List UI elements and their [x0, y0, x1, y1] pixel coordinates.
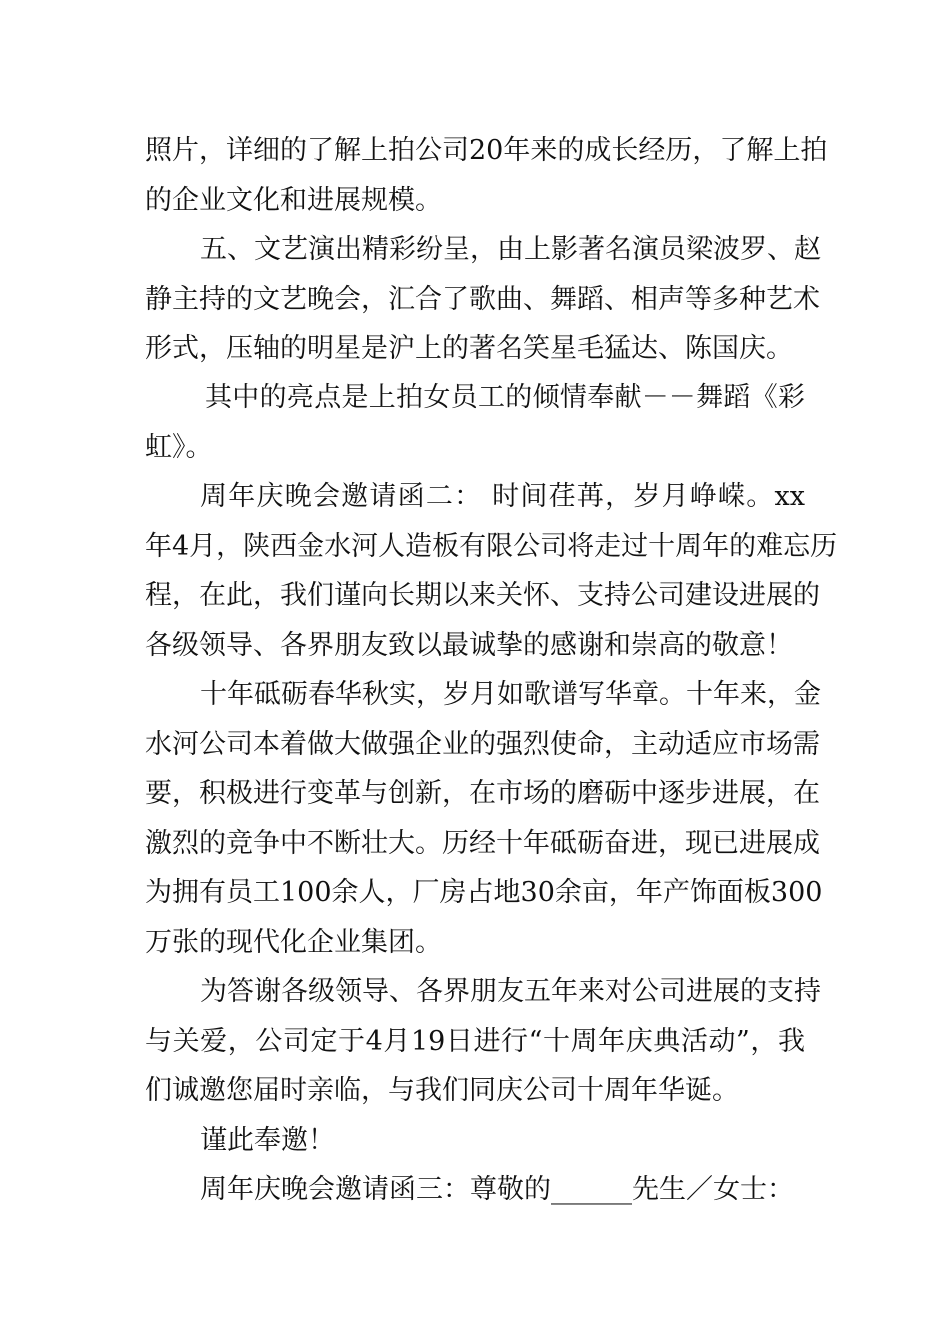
paragraph-line: 万张的现代化企业集团。: [145, 927, 442, 958]
paragraph-line: 年4月，陕西金水河人造板有限公司将走过十周年的难忘历: [145, 531, 838, 562]
paragraph-line: 与关爱，公司定于4月19日进行“十周年庆典活动”，我: [145, 1026, 805, 1057]
paragraph-line: 五、文艺演出精彩纷呈，由上影著名演员梁波罗、赵: [200, 234, 821, 265]
paragraph-line: 程，在此，我们谨向长期以来关怀、支持公司建设进展的: [145, 580, 820, 611]
paragraph-line: 静主持的文艺晚会，汇合了歌曲、舞蹈、相声等多种艺术: [145, 284, 820, 315]
paragraph-line: 十年砥砺春华秋实，岁月如歌谱写华章。十年来，金: [200, 679, 821, 710]
paragraph-line: 为拥有员工100余人，厂房占地30余亩，年产饰面板300: [145, 877, 823, 908]
paragraph-line: 的企业文化和进展规模。: [145, 185, 442, 216]
paragraph-line: 水河公司本着做大做强企业的强烈使命，主动适应市场需: [145, 729, 820, 760]
paragraph-line: 周年庆晚会邀请函二： 时间荏苒，岁月峥嵘。xx: [200, 481, 805, 512]
paragraph-line: 周年庆晚会邀请函三：尊敬的______先生／女士：: [200, 1174, 794, 1205]
paragraph-line: 照片，详细的了解上拍公司20年来的成长经历，了解上拍: [145, 135, 828, 166]
paragraph-line: 激烈的竞争中不断壮大。历经十年砥砺奋进，现已进展成: [145, 828, 820, 859]
paragraph-line: 各级领导、各界朋友致以最诚挚的感谢和崇高的敬意！: [145, 630, 793, 661]
paragraph-line: 要，积极进行变革与创新，在市场的磨砺中逐步进展，在: [145, 778, 820, 809]
paragraph-line: 虹》。: [145, 432, 213, 463]
paragraph-line: 谨此奉邀！: [200, 1125, 335, 1156]
paragraph-line: 们诚邀您届时亲临，与我们同庆公司十周年华诞。: [145, 1075, 739, 1106]
paragraph-line: 形式，压轴的明星是沪上的著名笑星毛猛达、陈国庆。: [145, 333, 793, 364]
paragraph-line: 其中的亮点是上拍女员工的倾情奉献－－舞蹈《彩: [205, 382, 805, 413]
paragraph-line: 为答谢各级领导、各界朋友五年来对公司进展的支持: [200, 976, 821, 1007]
